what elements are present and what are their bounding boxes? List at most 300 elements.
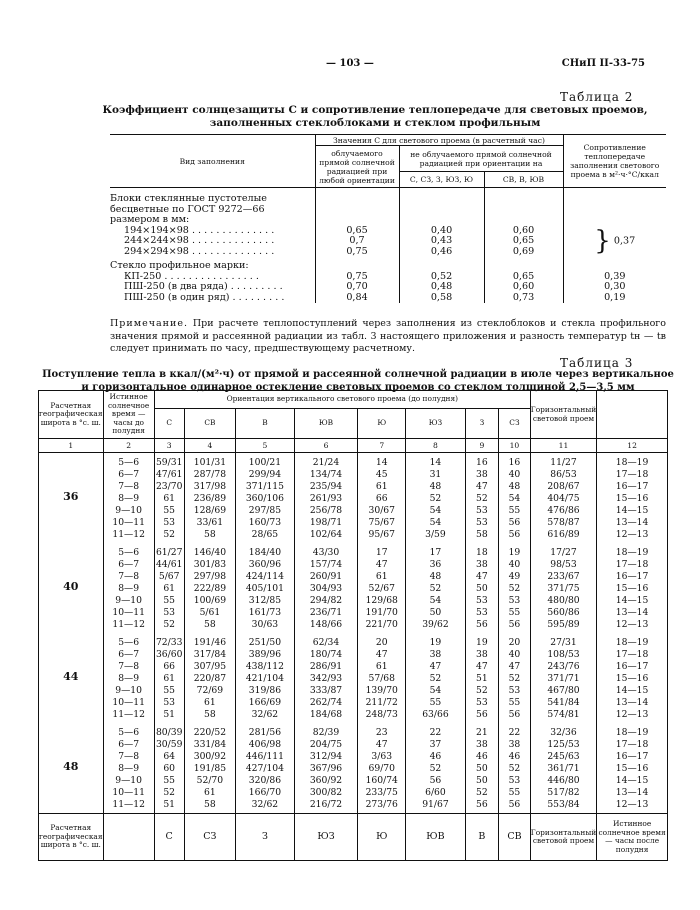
table3-cell: 39/62 — [422, 619, 449, 630]
table3-cell: 108/53 — [547, 649, 580, 660]
table3-cell: 47 — [429, 661, 442, 672]
table3-cell: 50 — [429, 607, 442, 618]
table3-column-cell — [530, 543, 596, 633]
table3-cell: 52 — [163, 619, 176, 630]
table3-cell: 320/86 — [248, 775, 282, 786]
table3-cell: 50 — [476, 583, 488, 594]
table3-cell: 52 — [508, 673, 521, 684]
table3-column-cell — [465, 723, 498, 814]
table3-cell: 281/56 — [248, 727, 282, 738]
table2-blocks-resist-value: 0,37 — [613, 235, 636, 247]
table3-cell: 331/84 — [193, 739, 227, 750]
table3-cell: 16 — [508, 457, 521, 468]
table3-cell: 66 — [375, 493, 388, 504]
table3-cell: 16—17 — [615, 661, 649, 672]
table2-head-fill: Вид заполнения — [110, 135, 315, 188]
table3-cell: 45 — [375, 469, 388, 480]
table3-cell: 61 — [163, 493, 176, 504]
table3-cell: 424/114 — [245, 571, 284, 582]
table2-cell: 0,75 — [315, 247, 399, 258]
page-header — [0, 58, 700, 74]
table3-cell: 9—10 — [115, 505, 142, 516]
table3-cell: 52 — [476, 493, 488, 504]
table3-column-cell — [103, 633, 154, 723]
table3-cell: 236/89 — [193, 493, 227, 504]
table3-cell: 361/71 — [547, 763, 580, 774]
table3-cell: 17 — [375, 547, 388, 558]
table3-latitude: 44 — [39, 633, 104, 723]
table3-cell: 21 — [476, 727, 488, 738]
table3-cell: 48 — [429, 571, 442, 582]
table3-cell: 191/70 — [365, 607, 398, 618]
table2-cell: 0,65 — [484, 272, 563, 283]
table3-cell: 61 — [163, 583, 176, 594]
table3-col-number: 1 — [39, 439, 104, 453]
table3-cell: 36/60 — [155, 649, 183, 660]
table3-cell: 11—12 — [112, 619, 145, 630]
table3-cell: 15—16 — [615, 673, 649, 684]
table3-head-dir: З — [465, 409, 498, 439]
table3-cell: 360/96 — [248, 559, 282, 570]
table3-cell: 220/52 — [193, 727, 227, 738]
table3-cell: 578/87 — [547, 517, 580, 528]
table2-head-resist: Сопротивление теплопередаче заполнения светового проема в м²·ч·°С/ккал — [563, 135, 666, 188]
table3-cell: 405/101 — [245, 583, 284, 594]
table3-cell: 18—19 — [615, 727, 649, 738]
table3-cell: 5—6 — [118, 727, 140, 738]
table3-cell: 86/53 — [550, 469, 577, 480]
table3-cell: 5—6 — [118, 637, 140, 648]
brace-icon: } — [594, 226, 611, 257]
table3-cell: 157/74 — [309, 559, 343, 570]
table3-cell: 6—7 — [118, 649, 140, 660]
table3-cell: 11—12 — [112, 529, 145, 540]
table3-cell: 52 — [429, 583, 442, 594]
table3-column-cell — [358, 723, 406, 814]
table3-cell: 80/39 — [155, 727, 183, 738]
table3-column-cell — [184, 723, 236, 814]
page-number: — 103 — — [326, 58, 374, 69]
table3-cell: 56 — [508, 517, 521, 528]
table3-cell: 58 — [204, 529, 216, 540]
table3-foot-dir: Ю — [358, 814, 406, 861]
table2-cell: 0,19 — [563, 293, 666, 304]
table3-cell: 53 — [163, 607, 176, 618]
table3-col-number: 3 — [154, 439, 184, 453]
table3-cell: 66 — [163, 661, 176, 672]
table3-cell: 467/80 — [547, 685, 580, 696]
table3-cell: 14 — [429, 457, 442, 468]
table2-cell: 0,60 — [484, 282, 563, 293]
table3-cell: 55 — [508, 607, 521, 618]
table2-head-orient1: С, СЗ, З, ЮЗ, Ю — [399, 172, 484, 188]
table3-cell: 58 — [204, 799, 216, 810]
table3-label: Таблица 3 — [560, 356, 634, 370]
table3-column-cell — [530, 633, 596, 723]
table3-cell: 38 — [476, 649, 488, 660]
table3-cell: 6—7 — [118, 559, 140, 570]
table3-cell: 46 — [476, 751, 488, 762]
table3-cell: 60 — [163, 763, 176, 774]
table3-cell: 47 — [476, 571, 488, 582]
table3-cell: 6—7 — [118, 469, 140, 480]
table3-cell: 317/98 — [193, 481, 227, 492]
table3-cell: 198/71 — [309, 517, 343, 528]
table3-cell: 58 — [204, 619, 216, 630]
table3 — [38, 390, 668, 861]
table3-column-cell — [406, 453, 466, 544]
table3-cell: 297/98 — [193, 571, 227, 582]
table3-column-cell — [530, 723, 596, 814]
table3-cell: 12—13 — [615, 619, 649, 630]
table3-cell: 8—9 — [118, 673, 140, 684]
table3-cell: 52/70 — [196, 775, 224, 786]
table3-head-lat: Расчетная географическая широта в °с. ш. — [39, 391, 104, 439]
table3-cell: 148/66 — [309, 619, 343, 630]
table3-cell: 222/89 — [193, 583, 227, 594]
table3-cell: 28/65 — [251, 529, 279, 540]
table3-cell: 245/63 — [547, 751, 580, 762]
table2-glass-title: Стекло профильное марки: — [110, 260, 249, 271]
table3-cell: 40 — [508, 469, 521, 480]
table3-cell: 404/75 — [547, 493, 580, 504]
table3-cell: 100/21 — [248, 457, 282, 468]
table2-cell: 0,60 — [484, 226, 563, 237]
table3-cell: 32/62 — [251, 799, 279, 810]
table3-cell: 312/94 — [309, 751, 343, 762]
table3-foot-dir: З — [236, 814, 295, 861]
table2-head-group: Значения C для светового проема (в расчетный час) — [315, 135, 563, 146]
table3-foot-dir: ЮВ — [406, 814, 466, 861]
table3-cell: 16—17 — [615, 751, 649, 762]
table3-cell: 64 — [163, 751, 176, 762]
table3-cell: 360/92 — [309, 775, 343, 786]
table3-cell: 7—8 — [118, 481, 140, 492]
table3-cell: 38 — [476, 559, 488, 570]
table3-cell: 52 — [163, 529, 176, 540]
table3-cell: 61/27 — [155, 547, 183, 558]
table3-foot-dir: СВ — [499, 814, 531, 861]
table3-cell: 216/72 — [309, 799, 343, 810]
table3-cell: 261/93 — [309, 493, 343, 504]
table3-cell: 101/31 — [193, 457, 227, 468]
table3-cell: 184/68 — [309, 709, 343, 720]
table3-cell: 371/71 — [547, 673, 580, 684]
table3-cell: 294/82 — [309, 595, 343, 606]
table3-cell: 17—18 — [615, 739, 649, 750]
table2-glass-name: КП-250 . . . . . . . . . . . . . . . . — [124, 270, 259, 282]
table3-cell: 371/115 — [245, 481, 284, 492]
table3-column-cell — [154, 633, 184, 723]
table3-column-cell — [358, 633, 406, 723]
table3-cell: 22 — [508, 727, 521, 738]
table3-cell: 312/85 — [248, 595, 282, 606]
table3-column-cell — [597, 453, 668, 544]
table3-cell: 14—15 — [615, 595, 649, 606]
table3-cell: 17 — [429, 547, 442, 558]
table2-cell: 0,40 — [399, 226, 484, 237]
table3-cell: 7—8 — [118, 661, 140, 672]
table3-cell: 47 — [476, 481, 488, 492]
table3-cell: 360/106 — [245, 493, 284, 504]
table3-cell: 139/70 — [365, 685, 398, 696]
table3-cell: 260/91 — [309, 571, 343, 582]
table3-cell: 8—9 — [118, 583, 140, 594]
table3-cell: 15—16 — [615, 493, 649, 504]
table3-cell: 50 — [476, 763, 488, 774]
table3-cell: 14 — [375, 457, 388, 468]
table3-group-row — [39, 453, 668, 544]
table3-cell: 184/40 — [248, 547, 282, 558]
table3-cell: 53 — [476, 505, 488, 516]
table3-cell: 9—10 — [115, 595, 142, 606]
table3-column-cell — [499, 543, 531, 633]
table3-cell: 389/96 — [248, 649, 282, 660]
table3-cell: 300/82 — [309, 787, 343, 798]
table3-cell: 47/61 — [155, 469, 183, 480]
table2 — [110, 134, 666, 303]
table3-cell: 12—13 — [615, 709, 649, 720]
table3-cell: 204/75 — [309, 739, 343, 750]
table3-cell: 13—14 — [615, 607, 649, 618]
table2-block-name: 294×294×98 . . . . . . . . . . . . . . — [124, 245, 275, 257]
table3-cell: 54 — [429, 685, 442, 696]
table3-head-dir: Ю — [358, 409, 406, 439]
table3-cell: 55 — [163, 775, 176, 786]
table3-cell: 23/70 — [155, 481, 183, 492]
table3-cell: 317/84 — [193, 649, 227, 660]
table3-column-cell — [294, 453, 358, 544]
table3-cell: 3/59 — [425, 529, 446, 540]
table3-cell: 553/84 — [547, 799, 580, 810]
table3-cell: 23 — [375, 727, 388, 738]
table3-cell: 251/50 — [248, 637, 282, 648]
table3-cell: 10—11 — [112, 517, 145, 528]
table3-cell: 55 — [429, 697, 442, 708]
table3-cell: 221/70 — [365, 619, 398, 630]
table3-cell: 342/93 — [309, 673, 343, 684]
table3-column-cell — [154, 453, 184, 544]
table3-group-row — [39, 633, 668, 723]
table3-cell: 16—17 — [615, 571, 649, 582]
table3-column-cell — [154, 723, 184, 814]
table3-cell: 56 — [508, 529, 521, 540]
table3-cell: 18—19 — [615, 547, 649, 558]
table3-cell: 233/67 — [547, 571, 580, 582]
table3-cell: 47 — [375, 559, 388, 570]
table3-cell: 36 — [429, 559, 442, 570]
table3-cell: 166/70 — [248, 787, 282, 798]
table3-cell: 5—6 — [118, 457, 140, 468]
table3-col-number: 9 — [465, 439, 498, 453]
table3-head-dir: СЗ — [499, 409, 531, 439]
table3-column-cell — [184, 543, 236, 633]
table3-head-dir: ЮВ — [294, 409, 358, 439]
table3-cell: 53 — [163, 517, 176, 528]
table3-col-number: 11 — [530, 439, 596, 453]
table3-cell: 160/74 — [365, 775, 398, 786]
table3-cell: 15—16 — [615, 763, 649, 774]
table2-note — [110, 318, 666, 356]
table3-cell: 16—17 — [615, 481, 649, 492]
table3-cell: 53 — [508, 595, 521, 606]
table3-foot-lat: Расчетная географическая широта в °с. ш. — [39, 814, 104, 861]
table3-cell: 52 — [508, 763, 521, 774]
table2-cell: 0,65 — [315, 226, 399, 237]
table3-cell: 301/83 — [193, 559, 227, 570]
table3-cell: 61 — [375, 481, 388, 492]
table3-cell: 53 — [476, 697, 488, 708]
document-code: СНиП II-33-75 — [561, 58, 645, 69]
table3-cell: 61 — [163, 673, 176, 684]
table3-cell: 18—19 — [615, 637, 649, 648]
table3-title-line2: и горизонтальное одинарное остекление световых проемов со стеклом толщиной 2,5—3,5 мм — [81, 382, 635, 393]
table3-column-cell — [184, 633, 236, 723]
table3-cell: 61 — [375, 661, 388, 672]
table3-column-cell — [499, 633, 531, 723]
table3-cell: 191/85 — [193, 763, 227, 774]
table3-cell: 61 — [204, 697, 216, 708]
table3-cell: 10—11 — [112, 607, 145, 618]
table3-cell: 55 — [508, 697, 521, 708]
table3-column-cell — [597, 543, 668, 633]
table3-cell: 236/71 — [309, 607, 343, 618]
table3-cell: 37 — [429, 739, 442, 750]
table3-foot-dir: ЮЗ — [294, 814, 358, 861]
table2-blocks-title: Блоки стеклянные пустотелые бесцветные по ГОСТ 9272—66 размером в мм: — [110, 193, 267, 225]
table3-cell: 38 — [429, 649, 442, 660]
table2-block-name: 194×194×98 . . . . . . . . . . . . . . — [124, 224, 275, 236]
table3-cell: 63/66 — [422, 709, 449, 720]
table3-cell: 61 — [375, 571, 388, 582]
table3-cell: 48 — [429, 481, 442, 492]
table3-cell: 47 — [375, 739, 388, 750]
table2-glass-name: ПШ-250 (в один ряд) . . . . . . . . . — [124, 291, 285, 303]
table3-cell: 616/89 — [547, 529, 580, 540]
table3-cell: 46 — [508, 751, 521, 762]
table3-cell: 33/61 — [196, 517, 224, 528]
table3-cell: 406/98 — [248, 739, 282, 750]
table3-cell: 297/85 — [248, 505, 282, 516]
table3-cell: 56 — [508, 619, 521, 630]
table3-cell: 52 — [508, 583, 521, 594]
table3-column-cell — [358, 543, 406, 633]
table3-cell: 17—18 — [615, 559, 649, 570]
table3-cell: 38 — [476, 739, 488, 750]
table3-cell: 15—16 — [615, 583, 649, 594]
table3-cell: 51 — [476, 673, 488, 684]
table3-cell: 333/87 — [309, 685, 343, 696]
table3-cell: 243/76 — [547, 661, 580, 672]
table3-cell: 53 — [476, 595, 488, 606]
table3-cell: 286/91 — [309, 661, 343, 672]
table3-cell: 319/86 — [248, 685, 282, 696]
table3-col-number: 7 — [358, 439, 406, 453]
table3-cell: 56 — [429, 775, 442, 786]
table3-latitude: 40 — [39, 543, 104, 633]
table2-cell: 0,7 — [315, 236, 399, 247]
table3-cell: 53 — [508, 775, 521, 786]
table3-cell: 5—6 — [118, 547, 140, 558]
table3-foot-dir: СЗ — [184, 814, 236, 861]
table3-cell: 21/24 — [312, 457, 340, 468]
table2-head-sunlit: облучаемого прямой солнечной радиацией при любой ориентации — [315, 146, 399, 188]
table3-column-cell — [597, 723, 668, 814]
table3-cell: 52 — [476, 787, 488, 798]
table3-cell: 14—15 — [615, 775, 649, 786]
table3-cell: 61 — [204, 787, 216, 798]
table3-column-cell — [406, 633, 466, 723]
table3-column-cell — [465, 453, 498, 544]
table3-column-cell — [103, 453, 154, 544]
table3-column-cell — [597, 633, 668, 723]
table3-cell: 427/104 — [245, 763, 284, 774]
table3-cell: 13—14 — [615, 697, 649, 708]
table3-cell: 12—13 — [615, 799, 649, 810]
table2-head-orient2: СВ, В, ЮВ — [484, 172, 563, 188]
table3-cell: 367/96 — [309, 763, 343, 774]
table3-cell: 22 — [429, 727, 442, 738]
table3-cell: 19 — [429, 637, 442, 648]
table2-glass-name: ПШ-250 (в два ряда) . . . . . . . . . — [124, 281, 283, 292]
table3-cell: 53 — [476, 517, 488, 528]
table3-cell: 52 — [429, 763, 442, 774]
table3-cell: 58 — [476, 529, 488, 540]
table3-cell: 30/67 — [368, 505, 395, 516]
table3-cell: 161/73 — [248, 607, 282, 618]
table3-column-cell — [236, 453, 295, 544]
table3-latitude: 36 — [39, 453, 104, 544]
table2-cell: 0,73 — [484, 293, 563, 304]
table3-cell: 18—19 — [615, 457, 649, 468]
table2-block-name: 244×244×98 . . . . . . . . . . . . . . — [124, 235, 275, 246]
table3-group-row — [39, 723, 668, 814]
table3-cell: 19 — [476, 637, 488, 648]
table3-cell: 299/94 — [248, 469, 282, 480]
table3-cell: 52 — [476, 685, 488, 696]
table3-cell: 30/59 — [155, 739, 183, 750]
table3-cell: 371/75 — [547, 583, 580, 594]
table3-column-cell — [294, 633, 358, 723]
table2-head-notsunlit: не облучаемого прямой солнечной радиацией при ориентации на — [399, 146, 563, 172]
table3-cell: 134/74 — [309, 469, 343, 480]
table3-cell: 517/82 — [547, 787, 580, 798]
table3-group-row — [39, 543, 668, 633]
table2-title-line2: заполненных стеклоблоками и стеклом профильным — [209, 117, 541, 129]
table3-cell: 56 — [476, 619, 488, 630]
table3-cell: 7—8 — [118, 751, 140, 762]
table3-cell: 53 — [508, 685, 521, 696]
table2-cell: 0,39 — [563, 272, 666, 283]
table3-cell: 52 — [163, 787, 176, 798]
table2-cell: 0,69 — [484, 247, 563, 258]
table3-cell: 44/61 — [155, 559, 183, 570]
table3-cell: 55 — [163, 595, 176, 606]
table3-foot-dir: С — [154, 814, 184, 861]
table3-cell: 287/78 — [193, 469, 227, 480]
table3-cell: 125/53 — [547, 739, 580, 750]
table3-cell: 100/69 — [193, 595, 227, 606]
table2-cell: 0,43 — [399, 236, 484, 247]
table3-column-cell — [499, 453, 531, 544]
table3-cell: 541/84 — [547, 697, 580, 708]
table3-cell: 16 — [476, 457, 488, 468]
table3-cell: 27/31 — [550, 637, 577, 648]
table2-label: Таблица 2 — [560, 90, 634, 104]
table3-col-number: 12 — [597, 439, 668, 453]
table3-cell: 5/61 — [199, 607, 221, 618]
table2-cell: 0,58 — [399, 293, 484, 304]
